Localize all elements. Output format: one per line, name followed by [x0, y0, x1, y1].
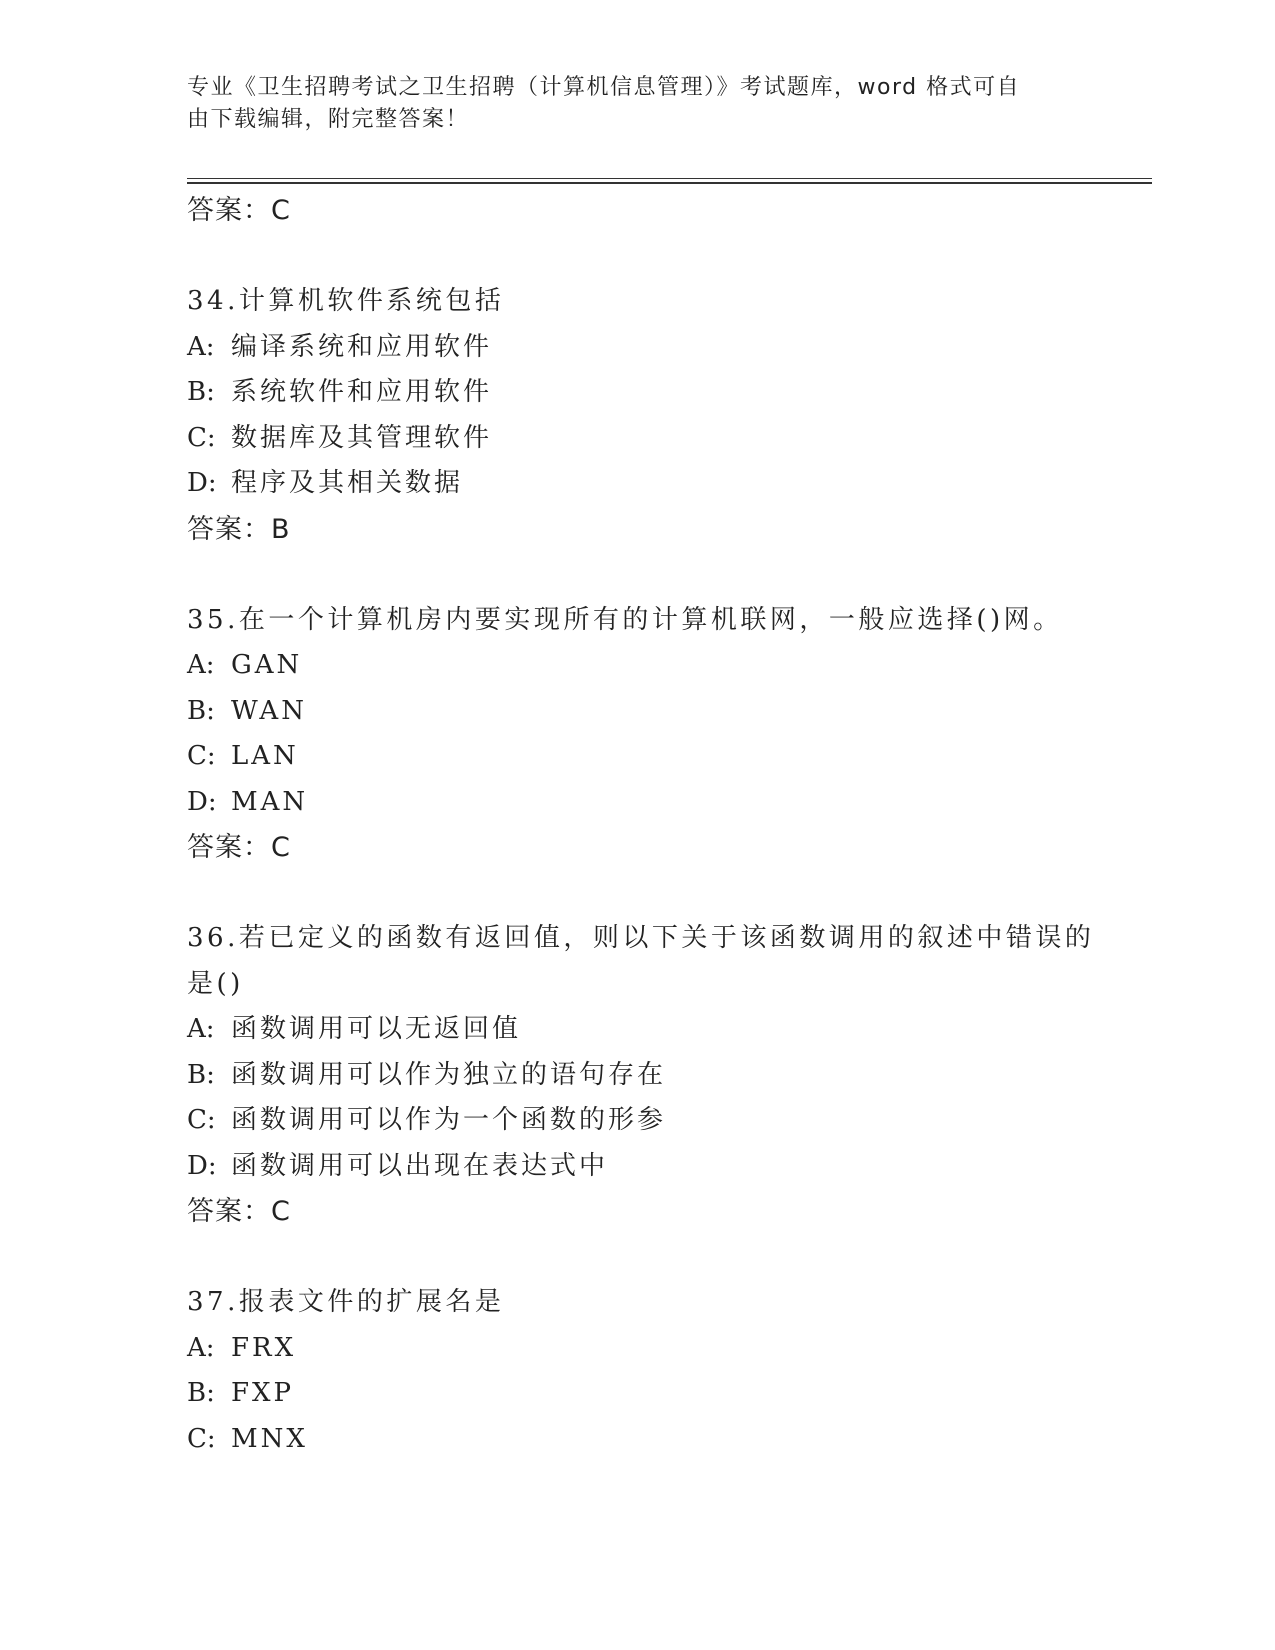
option-a [187, 1326, 1087, 1372]
option-b [187, 689, 1087, 735]
option-key: D: [187, 468, 217, 498]
option-text: 函数调用可以无返回值 [231, 1014, 522, 1044]
option-d [187, 1144, 1087, 1190]
option-text: LAN [231, 741, 299, 771]
header-line-1: 专业《卫生招聘考试之卫生招聘（计算机信息管理）》考试题库，word 格式可自 [187, 75, 1021, 100]
option-key: A: [187, 331, 215, 362]
option-key: A: [187, 1014, 215, 1044]
option-text: MNX [231, 1423, 308, 1454]
option-key: C: [187, 1105, 216, 1135]
option-a [187, 1007, 1087, 1053]
option-key: B: [187, 695, 215, 726]
option-text: MAN [231, 786, 309, 817]
option-key: B: [187, 1378, 215, 1408]
option-key: D: [187, 1150, 217, 1181]
option-text: 系统软件和应用软件 [231, 377, 493, 407]
header-divider-thin [187, 178, 1152, 179]
option-c [187, 1098, 1087, 1144]
option-text: FRX [231, 1332, 297, 1363]
question-list [187, 188, 1095, 1462]
option-text: 数据库及其管理软件 [231, 422, 493, 453]
option-text: 函数调用可以作为一个函数的形参 [231, 1105, 667, 1135]
spacer [187, 552, 1087, 598]
answer: 答案：C [187, 1196, 291, 1227]
document-header [187, 72, 1067, 136]
option-text: WAN [231, 695, 307, 726]
option-key: C: [187, 1423, 216, 1454]
question-title: 34.计算机软件系统包括 [187, 286, 505, 316]
option-key: B: [187, 377, 215, 407]
answer: 答案：C [187, 832, 291, 863]
question-37 [187, 1280, 1087, 1462]
option-text: 编译系统和应用软件 [231, 331, 493, 362]
option-c [187, 416, 1087, 462]
option-d [187, 461, 1087, 507]
option-c [187, 1417, 1087, 1463]
option-key: C: [187, 422, 216, 453]
spacer [187, 234, 1087, 280]
option-b [187, 1053, 1087, 1099]
question-title-line-1: 36.若已定义的函数有返回值，则以下关于该函数调用的叙述中错误的 [187, 923, 1095, 953]
option-text: 函数调用可以作为独立的语句存在 [231, 1059, 667, 1090]
option-key: A: [187, 650, 215, 680]
previous-answer: 答案：C [187, 195, 291, 226]
question-title-line-2: 是() [187, 968, 244, 999]
option-b [187, 1371, 1087, 1417]
question-title: 37.报表文件的扩展名是 [187, 1287, 505, 1317]
header-line-2: 由下载编辑，附完整答案！ [187, 107, 470, 132]
spacer [187, 871, 1087, 917]
option-key: C: [187, 741, 216, 771]
option-key: A: [187, 1332, 215, 1363]
question-title: 35.在一个计算机房内要实现所有的计算机联网，一般应选择()网。 [187, 604, 1063, 635]
option-text: 函数调用可以出现在表达式中 [231, 1150, 609, 1181]
option-a [187, 643, 1087, 689]
option-text: FXP [231, 1378, 295, 1408]
answer: 答案：B [187, 513, 291, 545]
option-c [187, 734, 1087, 780]
header-divider-thick [187, 182, 1152, 184]
option-text: GAN [231, 650, 303, 680]
option-key: B: [187, 1059, 215, 1090]
option-d [187, 780, 1087, 826]
spacer [187, 1235, 1087, 1281]
option-text: 程序及其相关数据 [231, 468, 464, 498]
question-34 [187, 279, 1087, 552]
option-key: D: [187, 786, 217, 817]
option-b [187, 370, 1087, 416]
option-a [187, 325, 1087, 371]
question-36 [187, 916, 1095, 1235]
question-35 [187, 598, 1087, 871]
